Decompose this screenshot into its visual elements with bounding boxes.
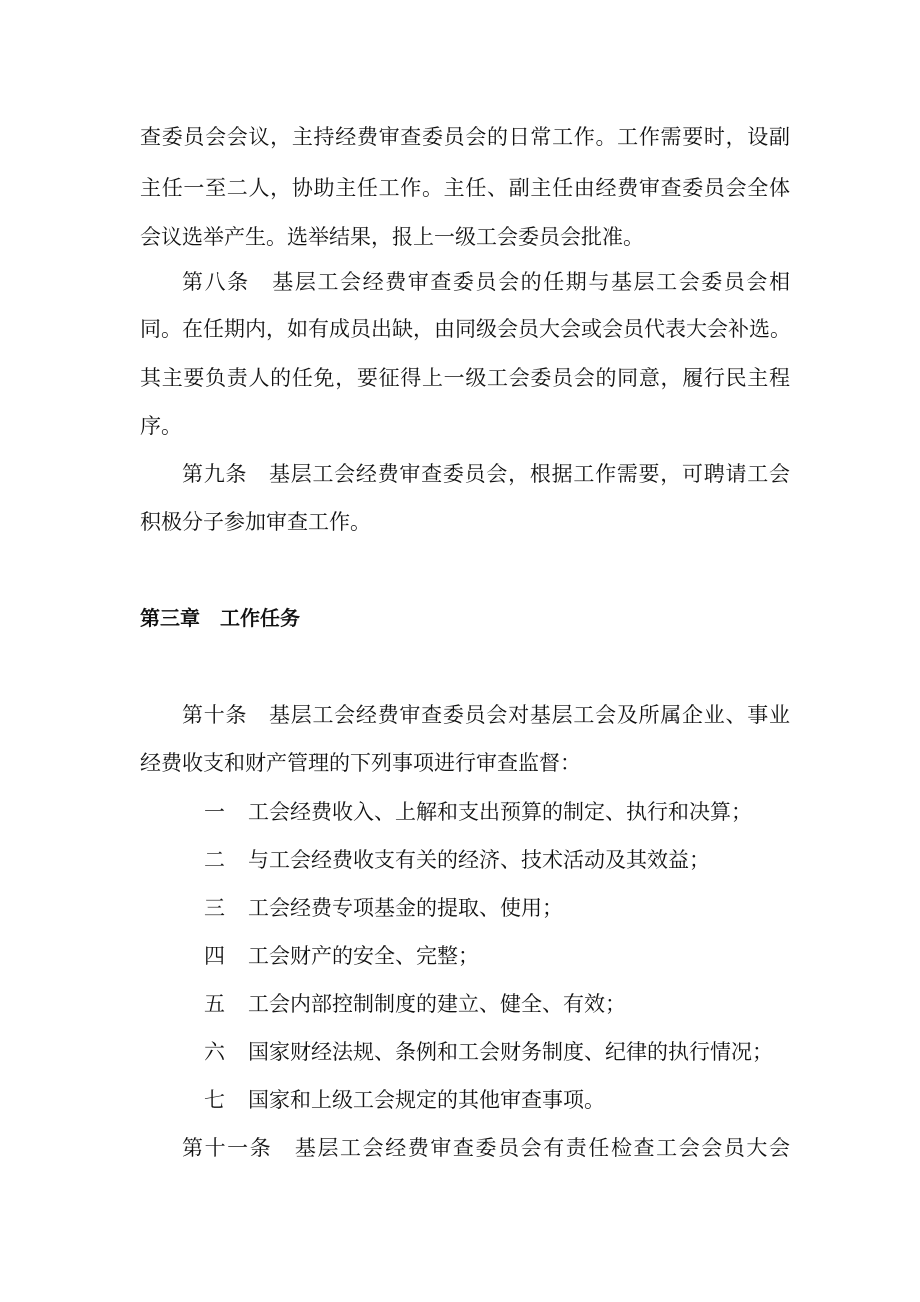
list-item-text: 工会经费收入、上解和支出预算的制定、执行和决算； [248,800,752,824]
article-8-line: 其主要负责人的任免，要征得上一级工会委员会的同意，履行民主程 [140,366,790,390]
list-item [204,941,479,971]
article-9-line: 积极分子参加审查工作。 [140,510,371,534]
article-8-line: 序。 [140,414,182,438]
list-item [204,989,626,1019]
article-8-line: 第八条 基层工会经费审查委员会的任期与基层工会委员会相 [182,270,790,294]
list-item-text: 工会内部控制制度的建立、健全、有效； [248,992,626,1016]
list-item-number: 七 [204,1088,225,1112]
article-9-line: 第九条 基层工会经费审查委员会，根据工作需要，可聘请工会 [182,462,790,486]
article-11-line: 第十一条 基层工会经费审查委员会有责任检查工会会员大会 [182,1136,790,1160]
list-item-text: 与工会经费收支有关的经济、技术活动及其效益； [248,848,710,872]
list-item-text: 工会经费专项基金的提取、使用； [248,896,563,920]
list-item-number: 四 [204,944,225,968]
list-item-number: 三 [204,896,225,920]
article-10-line: 第十条 基层工会经费审查委员会对基层工会及所属企业、事业 [182,703,790,727]
paragraph-line: 主任一至二人，协助主任工作。主任、副主任由经费审查委员会全体 [140,176,790,200]
list-item-text: 工会财产的安全、完整； [248,944,479,968]
chapter-heading: 第三章 工作任务 [140,606,300,630]
list-item-number: 一 [204,800,225,824]
list-item-text: 国家和上级工会规定的其他审查事项。 [248,1088,605,1112]
list-item-number: 五 [204,992,225,1016]
list-item-text: 国家财经法规、条例和工会财务制度、纪律的执行情况； [248,1040,773,1064]
list-item [204,797,752,827]
list-item [204,845,710,875]
article-8-line: 同。在任期内，如有成员出缺，由同级会员大会或会员代表大会补选。 [140,317,791,341]
list-item-number: 六 [204,1040,225,1064]
paragraph-line: 查委员会会议，主持经费审查委员会的日常工作。工作需要时，设副 [140,125,790,149]
list-item [204,1037,773,1067]
paragraph-line: 会议选举产生。选举结果，报上一级工会委员会批准。 [140,225,644,249]
article-10-line: 经费收支和财产管理的下列事项进行审查监督： [140,751,581,775]
list-item-number: 二 [204,848,225,872]
list-item [204,1085,605,1115]
list-item [204,893,563,923]
